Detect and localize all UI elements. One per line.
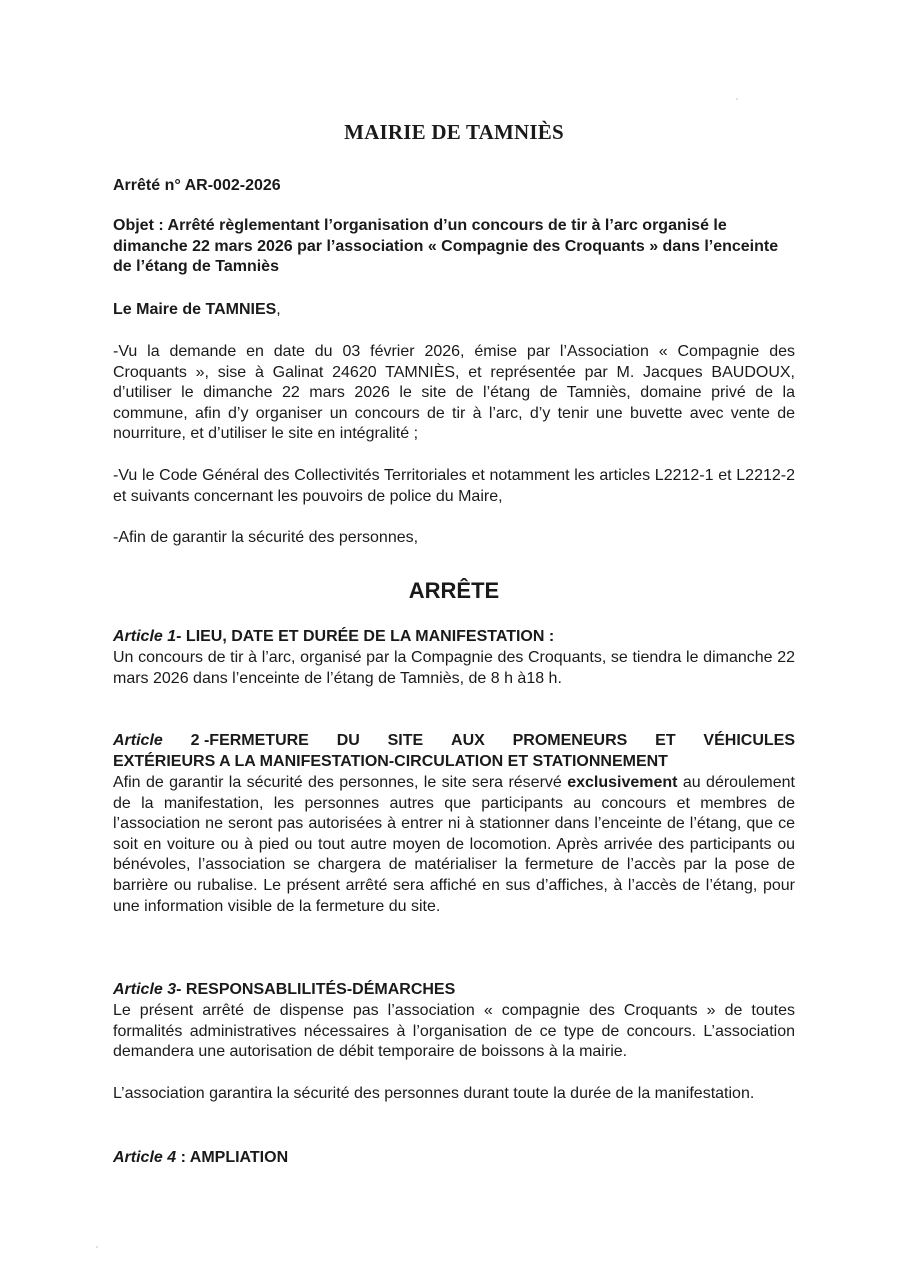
- mairie-title: MAIRIE DE TAMNIÈS: [344, 120, 564, 144]
- visa-demande: -Vu la demande en date du 03 février 2026, émise par l’Association « Compagnie des Croquants », sise à Galinat 24620 TAMNIÈS, et représentée par M. Jacques BAUDOUX, d’utiliser le dimanche 22 mars 2026 le site de l’étang de Tamniès, domaine privé de la commune, afin d’y organiser un concours de tir à l’arc, d’y tenir une buvette avec vente de nourriture, et d’utiliser le site en intégralité ;: [113, 343, 795, 443]
- article-2-heading-line-1: [113, 731, 795, 752]
- scan-artifact: [96, 1246, 98, 1248]
- article-1-title: LIEU, DATE ET DURÉE DE LA MANIFESTATION :: [181, 628, 555, 645]
- article-4-heading: [113, 1148, 795, 1169]
- maire-suffix: ,: [276, 301, 281, 318]
- article-2-label: Article: [113, 732, 163, 749]
- article-4-label: Article 4: [113, 1149, 177, 1166]
- article-1-heading: [113, 627, 795, 648]
- article-2-body-emphasis: exclusivement: [567, 774, 678, 791]
- article-3-heading: [113, 980, 795, 1001]
- article-2-word: DU: [336, 732, 360, 749]
- visa-securite: -Afin de garantir la sécurité des personnes,: [113, 529, 419, 546]
- article-3-body-2: L’association garantira la sécurité des personnes durant toute la durée de la manifestation.: [113, 1085, 755, 1102]
- article-2-word: 2 -FERMETURE: [190, 732, 309, 749]
- article-2-word: PROMENEURS: [512, 732, 628, 749]
- article-3-body-1: Le présent arrêté de dispense pas l’association « compagnie des Croquants » de toutes formalités administratives nécessaires à l’organisation de ce type de concours. L’association demandera une autorisation de débit temporaire de boissons à la mairie.: [113, 1002, 795, 1061]
- arrete-number: Arrêté n° AR-002-2026: [113, 177, 281, 194]
- arrete-heading: ARRÊTE: [408, 578, 500, 603]
- article-3-title: - RESPONSABLILITÉS-DÉMARCHES: [176, 981, 456, 998]
- maire-name: Le Maire de TAMNIES: [113, 301, 277, 318]
- article-2-heading-line-2: EXTÉRIEURS A LA MANIFESTATION-CIRCULATION ET STATIONNEMENT: [113, 752, 668, 770]
- article-2-body-start: Afin de garantir la sécurité des personnes, le site sera réservé: [113, 774, 568, 791]
- visa-code: -Vu le Code Général des Collectivités Territoriales et notamment les articles L2212-1 et L2212-2 et suivants concernant les pouvoirs de police du Maire,: [113, 467, 795, 505]
- article-1-body: Un concours de tir à l’arc, organisé par la Compagnie des Croquants, se tiendra le dimanche 22 mars 2026 dans l’enceinte de l’étang de Tamniès, de 8 h à18 h.: [113, 649, 795, 687]
- scan-artifact: [736, 98, 738, 100]
- article-2-word: ET: [655, 732, 676, 749]
- article-2-body-rest: au déroulement de la manifestation, les personnes autres que participants au concours et membres de l’association ne seront pas autorisées à entrer ni à stationner dans l’enceinte de l’étang, que ce soit en voiture ou à pied ou tout autre moyen de locomotion. Après arrivée des participants ou bénévoles, l’association se chargera de matérialiser la fermeture de l’accès par la pose de barrière ou rubalise. Le présent arrêté sera affiché en sus d’affiches, à l’accès de l’étang, pour une information visible de la fermeture du site.: [113, 774, 795, 915]
- article-4-title: : AMPLIATION: [176, 1149, 289, 1166]
- article-2-heading: [113, 731, 795, 772]
- article-2-word: VÉHICULES: [703, 732, 795, 749]
- article-2-word: SITE: [387, 732, 424, 749]
- article-3-label: Article 3: [113, 981, 177, 998]
- maire-line: [113, 301, 281, 319]
- arrete-objet: Objet : Arrêté règlementant l’organisation d’un concours de tir à l’arc organisé le dimanche 22 mars 2026 par l’association « Compagnie des Croquants » dans l’enceinte de l’étang de Tamniès: [113, 217, 779, 275]
- article-1-label: Article 1-: [113, 628, 182, 645]
- article-2-word: AUX: [451, 732, 485, 749]
- article-2-body: [113, 773, 795, 917]
